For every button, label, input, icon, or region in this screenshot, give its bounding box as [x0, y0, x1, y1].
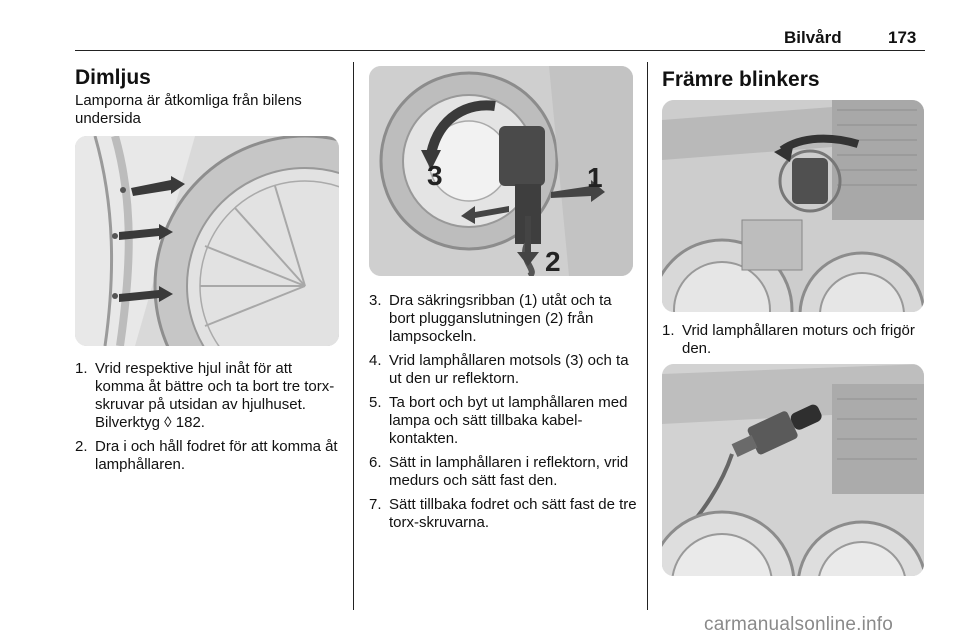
column-divider-right	[647, 62, 648, 610]
step-text: Dra i och håll fodret för att komma åt lamphållaren.	[95, 438, 338, 473]
column-indicator-steps	[662, 322, 924, 364]
step-text: Sätt in lamphållaren i reflektorn, vrid medurs och sätt fast den.	[389, 454, 629, 489]
list-item	[75, 438, 343, 474]
steps-list-indicator	[662, 322, 924, 358]
callout-label-3: 3	[427, 160, 443, 191]
step-text: Dra säkringsribban (1) utåt och ta bort plugganslutningen (2) från lampsockeln.	[389, 292, 612, 345]
running-header-section: Bilvård	[784, 28, 842, 47]
callout-label-2: 2	[545, 246, 561, 276]
column-bulb-steps	[369, 292, 637, 538]
illustration-indicator-removed	[662, 364, 924, 576]
step-number: 2.	[75, 438, 88, 455]
step-number: 4.	[369, 352, 382, 369]
list-item	[369, 394, 637, 448]
step-text: Sätt tillbaka fodret och sätt fast de tre torx-skruvarna.	[389, 496, 637, 531]
step-number: 1.	[75, 360, 88, 377]
column-divider-left	[353, 62, 354, 610]
list-item	[662, 322, 924, 358]
list-item	[369, 292, 637, 346]
column-fog-lights-steps	[75, 360, 343, 480]
steps-list-bulb	[369, 292, 637, 532]
step-text: Vrid lamphållaren motsols (3) och ta ut den ur reflektorn.	[389, 352, 629, 387]
step-number: 1.	[662, 322, 675, 339]
illustration-indicator-holder	[662, 100, 924, 312]
list-item	[369, 352, 637, 388]
header-rule	[75, 50, 925, 51]
list-item	[369, 454, 637, 490]
indicator-holder-drawing	[662, 100, 924, 312]
step-number: 6.	[369, 454, 382, 471]
step-text: Ta bort och byt ut lamphållaren med lampa och sätt tillbaka kabelkontakten.	[389, 394, 628, 447]
indicator-removed-drawing	[662, 364, 924, 576]
wheel-arch-drawing	[75, 136, 339, 346]
step-number: 3.	[369, 292, 382, 309]
watermark: carmanualsonline.info	[704, 614, 894, 635]
intro-text: Lamporna är åtkomliga från bilens undersida	[75, 92, 302, 127]
page-number: 173	[888, 28, 917, 47]
step-number: 5.	[369, 394, 382, 411]
illustration-wheel-arch	[75, 136, 339, 346]
list-item	[369, 496, 637, 532]
callout-label-1: 1	[587, 162, 603, 193]
column-front-indicators	[662, 68, 924, 92]
illustration-bulb-socket	[369, 66, 633, 276]
section-heading-fog-lights: Dimljus	[75, 66, 151, 89]
steps-list-fog-lights	[75, 360, 343, 474]
list-item	[75, 360, 343, 432]
column-fog-lights	[75, 66, 343, 128]
step-text: Vrid lamphållaren moturs och frigör den.	[682, 322, 915, 357]
step-number: 7.	[369, 496, 382, 513]
step-text: Vrid respektive hjul inåt för att komma åt bättre och ta bort tre torx-skruvar på utsidan av hjulhuset. Bilverktyg ◊ 182.	[95, 360, 335, 431]
section-heading-front-indicators: Främre blinkers	[662, 68, 820, 91]
